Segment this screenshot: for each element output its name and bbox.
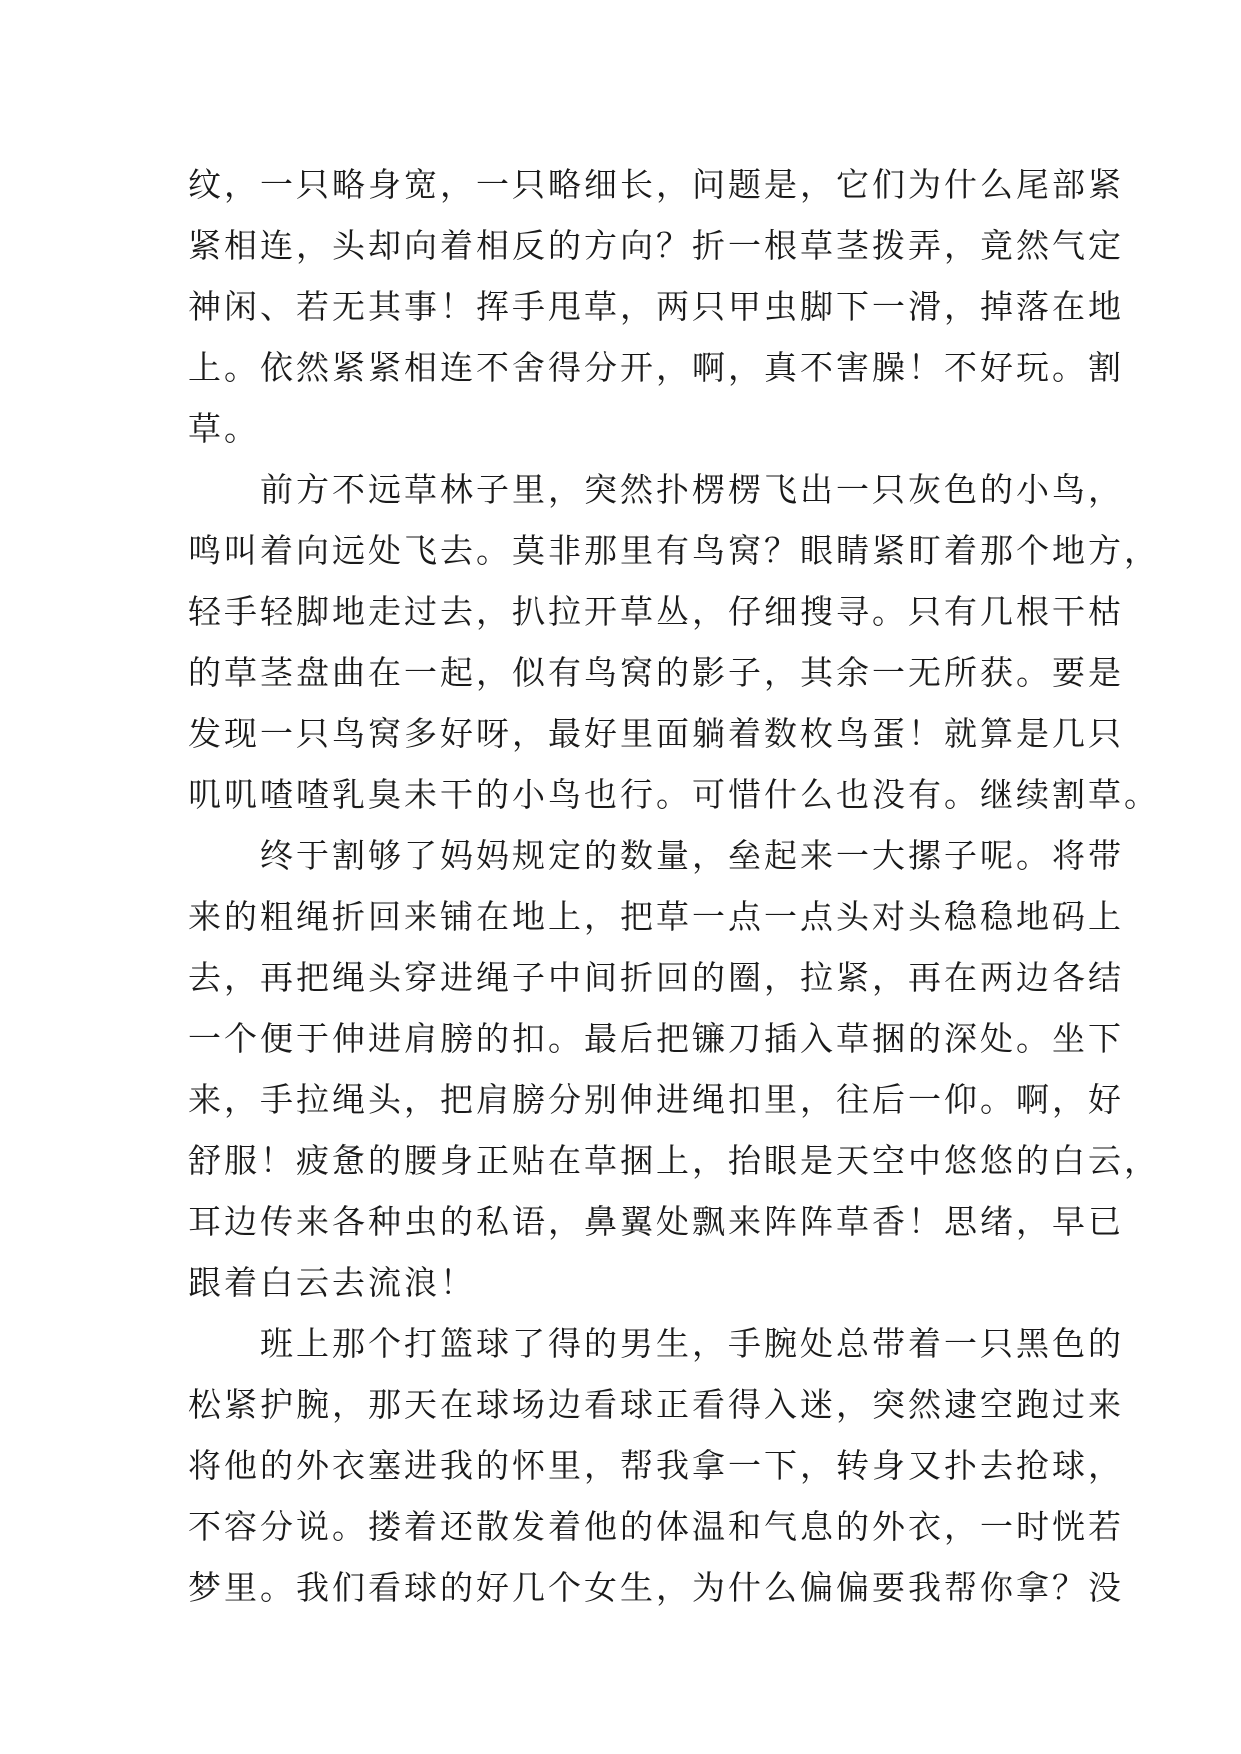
text-line: 纹，一只略身宽，一只略细长，问题是，它们为什么尾部紧: [188, 165, 1124, 204]
text-line: 一个便于伸进肩膀的扣。最后把镰刀插入草捆的深处。坐下: [188, 1019, 1124, 1058]
paragraph-4: [188, 1313, 1124, 1618]
text-line: 神闲、若无其事！挥手甩草，两只甲虫脚下一滑，掉落在地: [188, 287, 1124, 326]
text-line: 耳边传来各种虫的私语，鼻翼处飘来阵阵草香！思绪，早已: [188, 1202, 1124, 1241]
text-line: 前方不远草林子里，突然扑楞楞飞出一只灰色的小鸟，: [188, 470, 1124, 509]
text-line: 松紧护腕，那天在球场边看球正看得入迷，突然逮空跑过来: [188, 1385, 1124, 1424]
text-line: 终于割够了妈妈规定的数量，垒起来一大摞子呢。将带: [188, 836, 1124, 875]
text-line: 不容分说。搂着还散发着他的体温和气息的外衣，一时恍若: [188, 1507, 1124, 1546]
text-line: 来的粗绳折回来铺在地上，把草一点一点头对头稳稳地码上: [188, 897, 1124, 936]
text-line: 跟着白云去流浪！: [188, 1263, 476, 1302]
text-line: 发现一只鸟窝多好呀，最好里面躺着数枚鸟蛋！就算是几只: [188, 714, 1124, 753]
text-line: 将他的外衣塞进我的怀里，帮我拿一下，转身又扑去抢球，: [188, 1446, 1124, 1485]
paragraph-3: [188, 825, 1160, 1313]
text-line: 梦里。我们看球的好几个女生，为什么偏偏要我帮你拿？没: [188, 1568, 1124, 1607]
text-line: 来，手拉绳头，把肩膀分别伸进绳扣里，往后一仰。啊，好: [188, 1080, 1124, 1119]
text-line: 去，再把绳头穿进绳子中间折回的圈，拉紧，再在两边各结: [188, 958, 1124, 997]
text-line: 的草茎盘曲在一起，似有鸟窝的影子，其余一无所获。要是: [188, 653, 1124, 692]
paragraph-2: [188, 459, 1160, 825]
text-line: 叽叽喳喳乳臭未干的小鸟也行。可惜什么也没有。继续割草。: [188, 775, 1160, 814]
text-line: 轻手轻脚地走过去，扒拉开草丛，仔细搜寻。只有几根干枯: [188, 592, 1124, 631]
text-line: 上。依然紧紧相连不舍得分开，啊，真不害臊！不好玩。割: [188, 348, 1124, 387]
text-line: 班上那个打篮球了得的男生，手腕处总带着一只黑色的: [188, 1324, 1124, 1363]
text-line: 舒服！疲惫的腰身正贴在草捆上，抬眼是天空中悠悠的白云，: [188, 1141, 1160, 1180]
text-line: 草。: [188, 409, 260, 448]
paragraph-1: [188, 154, 1124, 459]
text-line: 紧相连，头却向着相反的方向？折一根草茎拨弄，竟然气定: [188, 226, 1124, 265]
body-text: [188, 154, 1160, 1618]
text-line: 鸣叫着向远处飞去。莫非那里有鸟窝？眼睛紧盯着那个地方，: [188, 531, 1160, 570]
